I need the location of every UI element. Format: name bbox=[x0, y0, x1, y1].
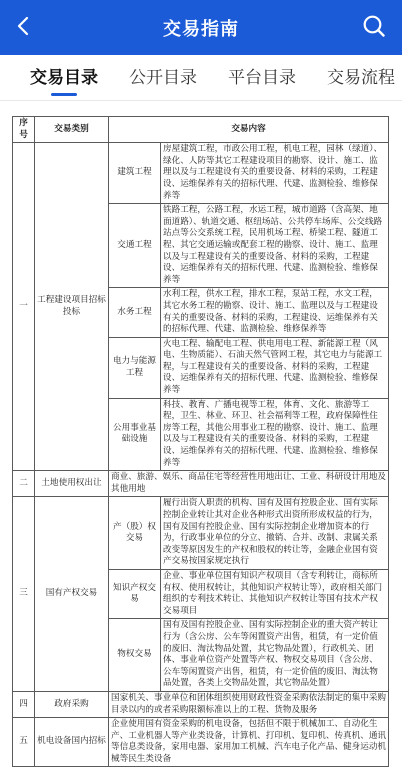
header-no: 序号 bbox=[13, 117, 35, 143]
row-subcategory: 公用事业基础设施 bbox=[109, 398, 161, 471]
tab-label: 公开目录 bbox=[129, 68, 197, 88]
page-title: 交易指南 bbox=[163, 19, 239, 40]
row-category: 国有产权交易 bbox=[35, 497, 109, 692]
row-number: 三 bbox=[13, 497, 35, 692]
search-button[interactable] bbox=[360, 14, 388, 42]
tab-platform-catalog[interactable] bbox=[228, 55, 296, 101]
row-subcategory: 建筑工程 bbox=[109, 143, 161, 204]
row-subcategory: 产（股）权交易 bbox=[109, 497, 161, 570]
row-category: 政府采购 bbox=[35, 691, 109, 717]
table-header-row bbox=[13, 117, 389, 143]
row-subcategory: 水务工程 bbox=[109, 288, 161, 337]
row-content: 企业使用国有资金采购的机电设备，包括但不限于机械加工、自动化生产、工业机器人等产业类设备，计算机、打印机、复印机、传真机、通讯等信息类设备，家用电器、家用加工机械、汽车电子化产品、健身运动机械等民生类设备 bbox=[109, 718, 389, 767]
row-content: 房屋建筑工程，市政公用工程，机电工程，园林（绿道）、绿化、人防等其它工程建设项目的勘察、设计、施工、监理以及与工程建设有关的重要设备、材料的采购，工程建设、运维保养有关的招标代理、代建、监测检验、维修保养等 bbox=[161, 143, 389, 204]
row-content: 企业、事业单位国有知识产权项目（含专利转让，商标所有权、使用权转让，其他知识产权转让等），政府相关部门组织的专利技术转让、其他知识产权转让等国有技术产权交易项目 bbox=[161, 569, 389, 618]
row-number: 四 bbox=[13, 691, 35, 717]
table-row bbox=[13, 143, 389, 204]
tab-bar bbox=[0, 55, 402, 101]
table-row bbox=[13, 718, 389, 767]
content-scroll-area[interactable] bbox=[0, 102, 402, 764]
row-content: 商业、旅游、娱乐、商品住宅等经营性用地出让、工业、科研设计用地及其他用地 bbox=[109, 471, 389, 497]
table-row bbox=[13, 497, 389, 570]
row-number: 二 bbox=[13, 471, 35, 497]
search-icon bbox=[362, 14, 386, 42]
row-content: 国有及国有控股企业、国有实际控制企业的重大资产转让行为（含公房、公车等闲置资产出售，租赁，有一定价值的废旧、淘汰物品处置，其它物品处置），行政机关、团体、事业单位资产处置等产权、物权交易项目（含公房、公车等闲置资产出售，租赁，有一定价值的废旧、淘汰物品处置，各类上交物品处置，其它物品处置） bbox=[161, 619, 389, 692]
table-row bbox=[13, 691, 389, 717]
row-subcategory: 电力与能源工程 bbox=[109, 337, 161, 398]
row-content: 铁路工程，公路工程，水运工程，城市道路（含高架、地面道路）、轨道交通、枢纽场站、公共停车场库、公交线路站点等公交系统工程，民用机场工程、桥梁工程、隧道工程、其它交通运输或配套工程的勘察、设计、施工、监理以及与工程建设有关的重要设备、材料的采购，工程建设、运维保养有关的招标代理、代建、监测检验、维修保养等 bbox=[161, 204, 389, 288]
row-number: 五 bbox=[13, 718, 35, 767]
row-category: 工程建设项目招标投标 bbox=[35, 143, 109, 471]
header-content: 交易内容 bbox=[109, 117, 389, 143]
tab-label: 交易目录 bbox=[30, 68, 98, 88]
row-content: 火电工程、输配电工程、供电用电工程、新能源工程（风电、生物质能）、石油天然气管网工程，其它电力与能源工程，与工程建设有关的重要设备、材料的采购，工程建设、运维保养有关的招标代理、代建、监测检验、维修保养等 bbox=[161, 337, 389, 398]
row-subcategory: 物权交易 bbox=[109, 619, 161, 692]
app-header bbox=[0, 0, 402, 55]
active-tab-indicator bbox=[51, 93, 77, 96]
row-number: 一 bbox=[13, 143, 35, 471]
row-content: 科技、教育、广播电视等工程，体育、文化、旅游等工程，卫生、林业、环卫、社会福利等工程，政府保障性住房等工程，其他公用事业工程的勘察、设计、施工、监理以及与工程建设有关的重要设备、材料的采购，工程建设、运维保养有关的招标代理、代建、监测检验、维修保养等 bbox=[161, 398, 389, 471]
header-category: 交易类别 bbox=[35, 117, 109, 143]
tab-label: 交易流程 bbox=[327, 68, 395, 88]
tab-trading-process[interactable] bbox=[327, 55, 395, 101]
row-subcategory: 知识产权交易 bbox=[109, 569, 161, 618]
tab-trading-catalog[interactable] bbox=[30, 55, 98, 101]
trading-catalog-table bbox=[12, 116, 389, 767]
row-content: 履行出资人职责的机构、国有及国有控股企业、国有实际控制企业转让其对企业各种形式出资所形成权益的行为，国有及国有控股企业、国有实际控制企业增加资本的行为，行政事业单位的分立、撤销、合并、改制、隶属关系改变等原因发生的产权和股权的转让等，金融企业国有资产交易按国家规定执行 bbox=[161, 497, 389, 570]
row-category: 土地使用权出让 bbox=[35, 471, 109, 497]
row-content: 国家机关、事业单位和团体组织使用财政性资金采购依法制定的集中采购目录以内的或者采购限额标准以上的工程、货物及服务 bbox=[109, 691, 389, 717]
table-row bbox=[13, 471, 389, 497]
tab-public-catalog[interactable] bbox=[129, 55, 197, 101]
row-category: 机电设备国内招标 bbox=[35, 718, 109, 767]
row-subcategory: 交通工程 bbox=[109, 204, 161, 288]
tab-label: 平台目录 bbox=[228, 68, 296, 88]
row-content: 水利工程，供水工程，排水工程，泵站工程，水文工程，其它水务工程的勘察、设计、施工、监理以及与工程建设有关的重要设备、材料的采购，工程建设、运维保养有关的招标代理、代建、监测检验、维修保养等 bbox=[161, 288, 389, 337]
